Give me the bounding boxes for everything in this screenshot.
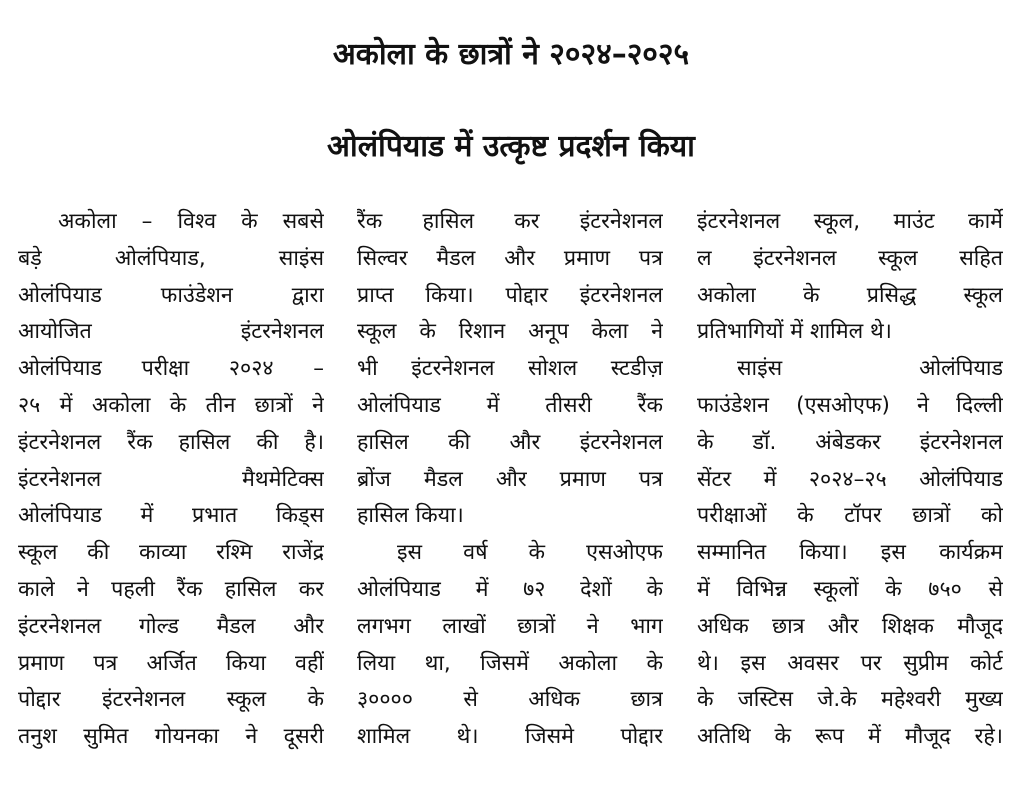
text-line: भी इंटरनेशनल सोशल स्टडीज़: [357, 356, 663, 382]
text-line: इस वर्ष के एसओएफ: [397, 540, 663, 566]
headline-line-2: ओलंपियाड में उत्कृष्ट प्रदर्शन किया: [327, 129, 695, 164]
article-column-2: [357, 204, 663, 756]
text-line: प्राप्त किया। पोद्दार इंटरनेशनल: [357, 282, 663, 308]
text-line: पोद्दार इंटरनेशनल स्कूल के: [18, 687, 324, 713]
text-line: हासिल किया।: [357, 503, 464, 529]
text-line: ओलंपियाड फाउंडेशन द्वारा: [18, 282, 324, 308]
text-line: बड़े ओलंपियाड, साइंस: [18, 245, 324, 271]
article-column-1: [18, 204, 324, 756]
text-line: लगभग लाखों छात्रों ने भाग: [357, 613, 663, 639]
article-column-3: [697, 204, 1003, 756]
text-line: में विभिन्न स्कूलों के ७५० से: [697, 576, 1003, 602]
text-line: ओलंपियाड में ७२ देशों के: [357, 576, 663, 602]
text-line: लिया था, जिसमें अकोला के: [357, 650, 663, 676]
text-line: इंटरनेशनल स्कूल, माउंट कार्मे: [697, 209, 1003, 234]
text-line: ओलंपियाड में प्रभात किड्स: [18, 503, 324, 529]
text-line: प्रमाण पत्र अर्जित किया वहीं: [18, 650, 324, 676]
text-line: रैंक हासिल कर इंटरनेशनल: [357, 209, 663, 234]
text-line: ओलंपियाड में तीसरी रैंक: [357, 392, 663, 418]
text-line: हासिल की और इंटरनेशनल: [357, 429, 663, 455]
text-line: इंटरनेशनल मैथमेटिक्स: [18, 466, 324, 492]
text-line: आयोजित इंटरनेशनल: [18, 319, 324, 345]
text-line: ओलंपियाड परीक्षा २०२४ –: [18, 356, 324, 382]
text-line: फाउंडेशन (एसओएफ) ने दिल्ली: [697, 392, 1003, 418]
text-line: सिल्वर मैडल और प्रमाण पत्र: [357, 245, 663, 271]
text-line: अतिथि के रूप में मौजूद रहे।: [697, 724, 1003, 750]
text-line: स्कूल के रिशान अनूप केला ने: [357, 319, 663, 345]
text-line: अधिक छात्र और शिक्षक मौजूद: [697, 613, 1003, 639]
text-line: काले ने पहली रैंक हासिल कर: [18, 576, 324, 602]
text-line: सम्मानित किया। इस कार्यक्रम: [697, 540, 1003, 566]
headline-line-1: अकोला के छात्रों ने २०२४–२०२५: [332, 37, 690, 72]
text-line: के डॉ. अंबेडकर इंटरनेशनल: [697, 429, 1003, 455]
text-line: ब्रोंज मैडल और प्रमाण पत्र: [357, 466, 663, 492]
text-line: ३०००० से अधिक छात्र: [357, 687, 663, 713]
text-line: प्रतिभागियों में शामिल थे।: [697, 319, 892, 345]
text-line: २५ में अकोला के तीन छात्रों ने: [18, 392, 324, 418]
text-line: स्कूल की काव्या रश्मि राजेंद्र: [18, 540, 324, 566]
text-line: साइंस ओलंपियाड: [737, 356, 1003, 382]
text-line: तनुश सुमित गोयनका ने दूसरी: [18, 724, 324, 750]
text-line: थे। इस अवसर पर सुप्रीम कोर्ट: [697, 650, 1003, 676]
text-line: ल इंटरनेशनल स्कूल सहित: [697, 245, 1003, 271]
text-line: शामिल थे। जिसमे पोद्दार: [357, 724, 663, 750]
text-line: परीक्षाओं के टॉपर छात्रों को: [697, 503, 1003, 529]
text-line: के जस्टिस जे.के महेश्वरी मुख्य: [697, 687, 1003, 713]
text-line: अकोला के प्रसिद्ध स्कूल: [697, 282, 1003, 308]
text-line: सेंटर में २०२४–२५ ओलंपियाड: [697, 466, 1003, 492]
text-line: इंटरनेशनल रैंक हासिल की है।: [18, 429, 324, 455]
text-line: इंटरनेशनल गोल्ड मैडल और: [18, 613, 324, 639]
text-line: अकोला – विश्व के सबसे: [58, 209, 324, 234]
